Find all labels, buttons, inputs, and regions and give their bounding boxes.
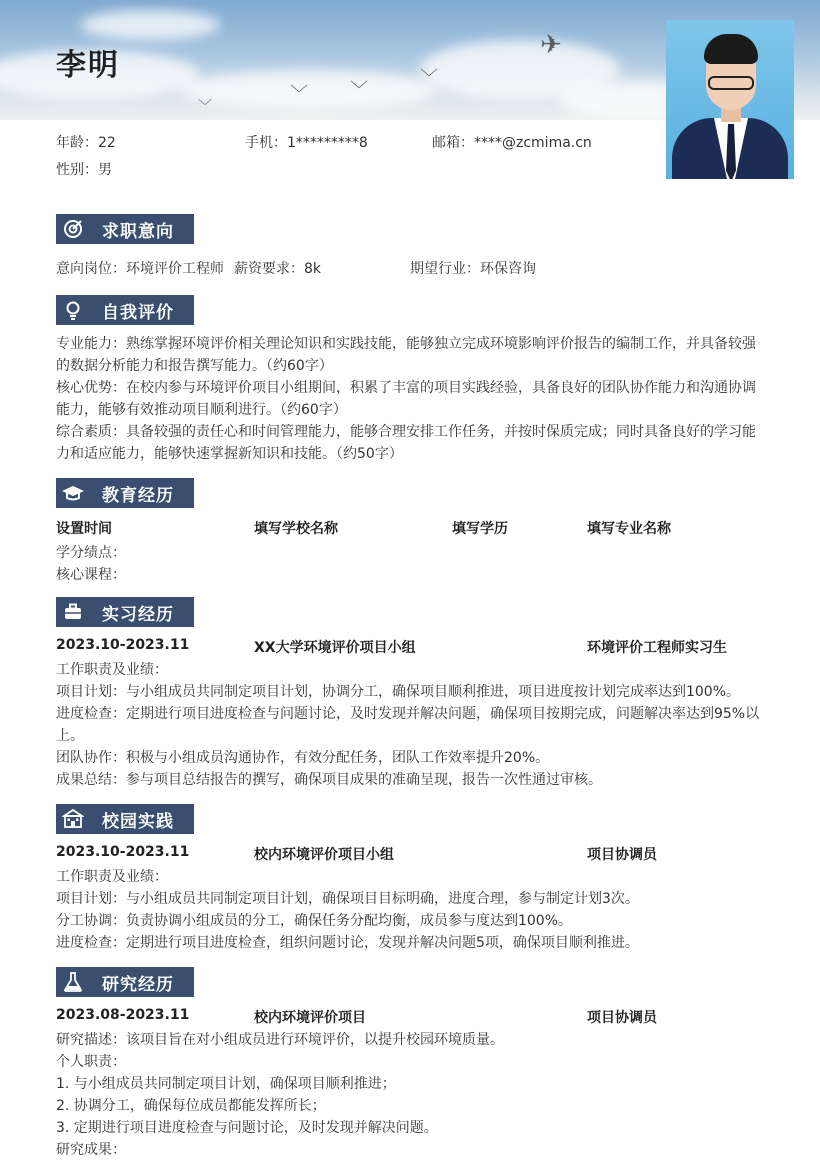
internship-org: XX大学环境评价项目小组 [254,640,416,656]
research-duty-item: 3. 定期进行项目进度检查与问题讨论，及时发现并解决问题。 [56,1120,438,1136]
briefcase-icon [58,597,88,627]
bird-icon: ﹀ [290,84,308,105]
section-title: 研究经历 [102,974,174,995]
internship-time: 2023.10-2023.11 [56,637,190,653]
internship-duty-item: 项目计划：与小组成员共同制定项目计划，协调分工，确保项目顺利推进，项目进度按计划完成率达到100%。 [56,684,741,700]
research-time: 2023.08-2023.11 [56,1007,190,1023]
self-eval-professional: 专业能力：熟练掌握环境评价相关理论知识和实践技能，能够独立完成环境影响评价报告的编制工作，并具备较强的数据分析能力和报告撰写能力。（约60字） [56,336,756,374]
age-info: 年龄：22 [56,135,116,151]
bird-icon: ﹀ [420,68,438,89]
education-school: 填写学校名称 [254,521,338,537]
avatar [666,20,794,179]
campus-org: 校内环境评价项目小组 [254,847,394,863]
research-duties-heading: 个人职责： [56,1054,126,1070]
campus-role: 项目协调员 [587,847,657,863]
section-header-intent [56,214,194,244]
school-building-icon [58,804,88,834]
internship-role: 环境评价工程师实习生 [587,640,727,656]
bird-icon: ﹀ [198,99,212,115]
intent-position: 意向岗位：环境评价工程师 [56,261,224,277]
internship-duty-item: 成果总结：参与项目总结报告的撰写，确保项目成果的准确呈现，报告一次性通过审核。 [56,772,602,788]
bird-icon: ﹀ [350,80,368,101]
target-icon [58,214,88,244]
candidate-name: 李明 [56,48,120,83]
bird-icon: ✈ [540,30,562,60]
flask-icon [58,967,88,997]
section-title: 求职意向 [102,221,174,242]
section-title: 实习经历 [102,604,174,625]
lightbulb-icon [58,295,88,325]
intent-salary: 薪资要求：8k [234,261,322,277]
campus-duty-item: 分工协调：负责协调小组成员的分工，确保任务分配均衡，成员参与度达到100%。 [56,913,573,929]
research-description: 研究描述：该项目旨在对小组成员进行环境评价，以提升校园环境质量。 [56,1032,504,1048]
section-title: 校园实践 [102,811,174,832]
email-info: 邮箱：****@zcmima.cn [432,135,592,151]
internship-duty-item: 团队协作：积极与小组成员沟通协作，有效分配任务，团队工作效率提升20%。 [56,750,550,766]
section-header-self [56,295,194,325]
education-courses: 核心课程： [56,567,126,583]
campus-duties-heading: 工作职责及业绩： [56,869,168,885]
research-duty-item: 1. 与小组成员共同制定项目计划，确保项目顺利推进； [56,1076,396,1092]
section-title: 教育经历 [102,485,174,506]
education-gpa: 学分绩点： [56,545,126,561]
research-results-heading: 研究成果： [56,1142,126,1158]
campus-duty-item: 进度检查：定期进行项目进度检查，组织问题讨论，发现并解决问题5项，确保项目顺利推进。 [56,935,639,951]
internship-duty-item: 进度检查：定期进行项目进度检查与问题讨论，及时发现并解决问题，确保项目按期完成，问题解决率达到95%以上。 [56,706,760,744]
campus-duty-item: 项目计划：与小组成员共同制定项目计划，确保项目目标明确，进度合理，参与制定计划3次。 [56,891,639,907]
section-header-education [56,478,194,508]
section-header-research [56,967,194,997]
intent-industry: 期望行业：环保咨询 [410,261,536,277]
section-header-campus [56,804,194,834]
research-duty-item: 2. 协调分工，确保每位成员都能发挥所长； [56,1098,326,1114]
self-eval-strengths: 核心优势：在校内参与环境评价项目小组期间，积累了丰富的项目实践经验，具备良好的团队协作能力和沟通协调能力，能够有效推动项目顺利进行。（约60字） [56,380,756,418]
education-degree: 填写学历 [452,521,508,537]
research-role: 项目协调员 [587,1010,657,1026]
campus-time: 2023.10-2023.11 [56,844,190,860]
graduation-cap-icon [58,478,88,508]
phone-info: 手机：1*********8 [245,135,368,151]
internship-duties-heading: 工作职责及业绩： [56,662,168,678]
self-eval-qualities: 综合素质：具备较强的责任心和时间管理能力，能够合理安排工作任务，并按时保质完成；同时具备良好的学习能力和适应能力，能够快速掌握新知识和技能。（约50字） [56,424,756,462]
education-major: 填写专业名称 [587,521,671,537]
gender-info: 性别：男 [56,162,112,178]
section-header-internship [56,597,194,627]
education-time: 设置时间 [56,521,112,537]
section-title: 自我评价 [102,302,174,323]
research-project: 校内环境评价项目 [254,1010,366,1026]
